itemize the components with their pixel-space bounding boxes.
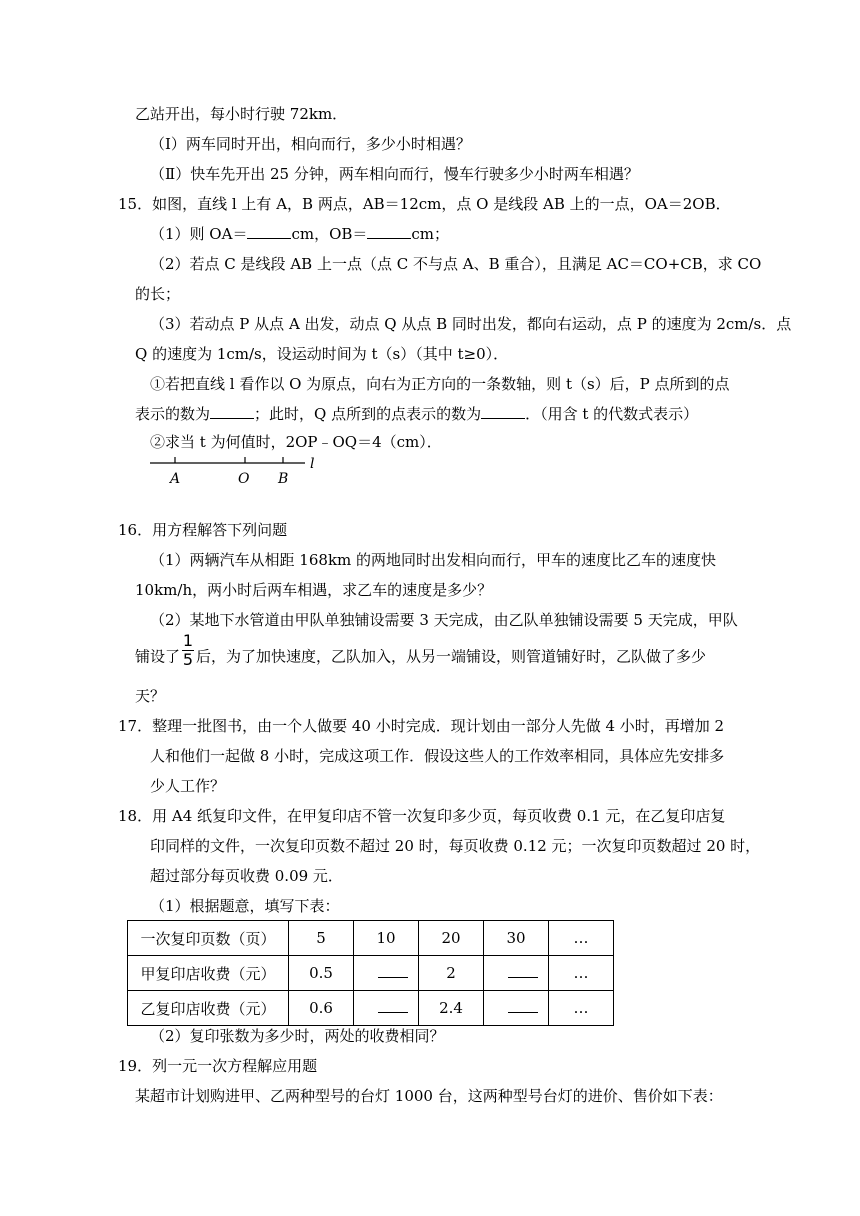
text: ；此时，Q 点所到的点表示的数为 xyxy=(254,405,482,423)
text-line: Q 的速度为 1cm/s，设运动时间为 t（s）（其中 t≥0）． xyxy=(135,345,509,363)
text-line: （Ⅱ）快车先开出 25 分钟，两车相向而行，慢车行驶多少小时两车相遇？ xyxy=(150,165,639,183)
question-15: 15．如图，直线 l 上有 A，B 两点，AB＝12cm，点 O 是线段 AB 上的一点，OA＝2OB． xyxy=(118,195,731,213)
text-line: 超过部分每页收费 0.09 元． xyxy=(150,867,343,885)
table-row xyxy=(128,991,614,1026)
table-row xyxy=(128,921,614,956)
text-line: （Ⅰ）两车同时开出，相向而行，多少小时相遇？ xyxy=(150,135,471,153)
answer-blank xyxy=(508,1000,538,1013)
answer-blank xyxy=(210,404,254,419)
answer-blank xyxy=(378,1000,408,1013)
answer-blank xyxy=(378,965,408,978)
numerator: 1 xyxy=(182,631,194,650)
text: 后，为了加快速度，乙队加入，从另一端铺设，则管道铺好时，乙队做了多少 xyxy=(196,647,707,666)
label-l: l xyxy=(310,456,315,472)
number-line-figure xyxy=(145,455,325,491)
table-cell xyxy=(484,991,549,1026)
text: cm； xyxy=(411,225,450,243)
text: cm，OB＝ xyxy=(291,225,368,243)
text-line: （2）若点 C 是线段 AB 上一点（点 C 不与点 A、B 重合），且满足 AC＝CO+CB，求 CO xyxy=(150,255,762,273)
table-cell: 甲复印店收费（元） xyxy=(128,956,289,991)
table-cell: 20 xyxy=(419,921,484,956)
question-18: 18．用 A4 纸复印文件，在甲复印店不管一次复印多少页，每页收费 0.1 元，在乙复印店复 xyxy=(118,807,726,825)
question-19: 19．列一元一次方程解应用题 xyxy=(118,1057,318,1075)
table-row xyxy=(128,956,614,991)
text-line: 乙站开出，每小时行驶 72km． xyxy=(135,105,348,123)
table-cell: … xyxy=(549,956,614,991)
text-line: 某超市计划购进甲、乙两种型号的台灯 1000 台，这两种型号台灯的进价、售价如下表： xyxy=(135,1087,723,1105)
text-line: （2）复印张数为多少时，两处的收费相同？ xyxy=(150,1027,445,1045)
answer-blank xyxy=(247,224,291,239)
question-15-part3-blanks xyxy=(135,404,698,424)
text: （1）则 OA＝ xyxy=(150,225,248,243)
table-cell xyxy=(354,991,419,1026)
text-line: ②求当 t 为何值时，2OP﹣OQ＝4（cm）． xyxy=(150,433,442,451)
answer-blank xyxy=(508,965,538,978)
text-line: 10km/h，两小时后两车相遇，求乙车的速度是多少？ xyxy=(135,581,493,599)
text-line: （1）根据题意，填写下表： xyxy=(150,897,340,915)
text: 表示的数为 xyxy=(135,405,211,423)
text-line: 的长； xyxy=(135,285,181,303)
text-line: 少人工作？ xyxy=(150,777,226,795)
price-table xyxy=(127,920,614,1026)
fraction xyxy=(182,632,194,669)
label-a: A xyxy=(170,471,181,487)
text: 铺设了 xyxy=(135,647,181,666)
table-cell xyxy=(484,956,549,991)
table-cell: 2.4 xyxy=(419,991,484,1026)
text-line: （1）两辆汽车从相距 168km 的两地同时出发相向而行，甲车的速度比乙车的速度快 xyxy=(150,551,717,569)
table-cell: … xyxy=(549,921,614,956)
text-line: 天？ xyxy=(135,687,166,705)
table-cell: 一次复印页数（页） xyxy=(128,921,289,956)
table-cell: 0.5 xyxy=(289,956,354,991)
table-cell: 30 xyxy=(484,921,549,956)
question-16: 16．用方程解答下列问题 xyxy=(118,521,288,539)
table-cell xyxy=(354,956,419,991)
text-line: ①若把直线 l 看作以 O 为原点，向右为正方向的一条数轴，则 t（s）后，P 点所到的点 xyxy=(150,375,730,393)
table-cell: 2 xyxy=(419,956,484,991)
label-o: O xyxy=(238,471,250,487)
table-cell: 0.6 xyxy=(289,991,354,1026)
table-cell: 10 xyxy=(354,921,419,956)
table-cell: 5 xyxy=(289,921,354,956)
text-line: 人和他们一起做 8 小时，完成这项工作．假设这些人的工作效率相同，具体应先安排多 xyxy=(150,747,725,765)
table-cell: … xyxy=(549,991,614,1026)
question-17: 17．整理一批图书，由一个人做要 40 小时完成．现计划由一部分人先做 4 小时，再增加 2 xyxy=(118,717,725,735)
text-line: 印同样的文件，一次复印页数不超过 20 时，每页收费 0.12 元；一次复印页数超过 20 时， xyxy=(150,837,761,855)
answer-blank xyxy=(367,224,411,239)
text: ．（用含 t 的代数式表示） xyxy=(525,405,699,423)
question-15-part1 xyxy=(150,224,449,244)
table-cell: 乙复印店收费（元） xyxy=(128,991,289,1026)
text-line: （3）若动点 P 从点 A 出发，动点 Q 从点 B 同时出发，都向右运动，点 P 的速度为 2cm/s．点 xyxy=(150,315,792,333)
answer-blank xyxy=(481,404,525,419)
label-b: B xyxy=(278,471,289,487)
question-16-fraction-line xyxy=(135,631,707,669)
text-line: （2）某地下水管道由甲队单独铺设需要 3 天完成，由乙队单独铺设需要 5 天完成，甲队 xyxy=(150,611,738,629)
denominator: 5 xyxy=(182,650,194,669)
